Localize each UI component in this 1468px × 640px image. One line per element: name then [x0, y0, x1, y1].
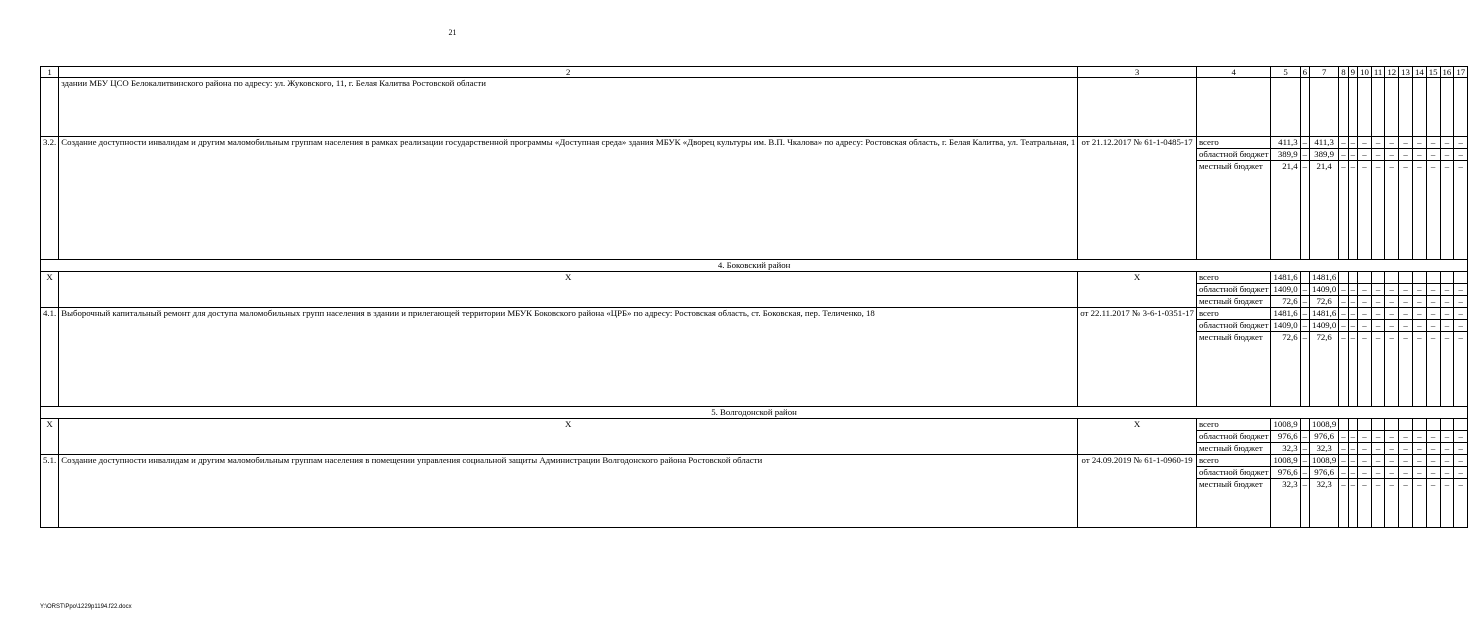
dash-cell: – [1412, 161, 1426, 260]
amount: 389,9 [1310, 149, 1339, 161]
dash-cell: – [1371, 455, 1384, 467]
dash-cell: – [1300, 431, 1309, 443]
dash-cell: – [1339, 467, 1348, 479]
dash-cell: – [1300, 479, 1309, 528]
dash-cell: – [1440, 320, 1454, 332]
amount: 32,3 [1310, 443, 1339, 455]
header-cell: 8 [1339, 67, 1348, 78]
dash-cell: – [1300, 320, 1309, 332]
dash-cell: – [1358, 332, 1372, 407]
dash-cell: – [1348, 467, 1357, 479]
dash-cell: – [1358, 149, 1372, 161]
dash-cell: – [1399, 455, 1413, 467]
dash-cell: – [1385, 149, 1399, 161]
dash-cell: – [1348, 479, 1357, 528]
dash-cell: – [1440, 332, 1454, 407]
header-cell: 13 [1399, 67, 1413, 78]
dash-cell: – [1454, 479, 1468, 528]
funding-source: областной бюджет [1196, 320, 1271, 332]
dash-cell: – [1399, 137, 1413, 149]
dash-cell: – [1440, 161, 1454, 260]
table-row [41, 137, 1468, 149]
section-title: 5. Волгодонской район [41, 407, 1468, 419]
amount: 21,4 [1271, 161, 1300, 260]
funding-source: местный бюджет [1196, 296, 1271, 308]
row-number: 4.1. [41, 308, 59, 407]
dash-cell: – [1412, 443, 1426, 455]
program-table [40, 66, 1468, 528]
header-cell: 1 [41, 67, 59, 78]
dash-cell: – [1385, 455, 1399, 467]
funding-source: местный бюджет [1196, 161, 1271, 260]
dash-cell: – [1371, 137, 1384, 149]
document-ref: от 21.12.2017 № 61-1-0485-17 [1078, 137, 1197, 260]
dash-cell: – [1412, 137, 1426, 149]
dash-cell: – [1348, 332, 1357, 407]
dash-cell: – [1385, 467, 1399, 479]
section-title: 4. Боковский район [41, 260, 1468, 272]
total-mark: Х [1078, 272, 1197, 308]
dash-cell: – [1358, 443, 1372, 455]
dash-cell: – [1426, 161, 1440, 260]
object-name: Создание доступности инвалидам и другим маломобильным группам населения в помещении управления социальной защиты Администрации Волгодонского района Ростовской области [59, 455, 1078, 528]
amount: 1008,9 [1271, 419, 1300, 431]
header-cell: 5 [1271, 67, 1300, 78]
header-cell: 12 [1385, 67, 1399, 78]
dash-cell: – [1358, 137, 1372, 149]
amount: 1481,6 [1271, 272, 1300, 284]
dash-cell: – [1371, 479, 1384, 528]
amount: 1409,0 [1271, 284, 1300, 296]
dash-cell: – [1385, 296, 1399, 308]
dash-cell: – [1412, 455, 1426, 467]
dash-cell: – [1426, 296, 1440, 308]
dash-cell: – [1385, 137, 1399, 149]
funding-source: всего [1196, 308, 1271, 320]
dash-cell: – [1454, 161, 1468, 260]
dash-cell: – [1440, 443, 1454, 455]
dash-cell: – [1358, 467, 1372, 479]
dash-cell: – [1300, 161, 1309, 260]
amount: 72,6 [1310, 332, 1339, 407]
dash-cell: – [1412, 320, 1426, 332]
amount: 976,6 [1271, 431, 1300, 443]
dash-cell: – [1399, 431, 1413, 443]
dash-cell: – [1399, 284, 1413, 296]
funding-source: всего [1196, 137, 1271, 149]
dash-cell: – [1371, 296, 1384, 308]
dash-cell: – [1358, 296, 1372, 308]
amount: 389,9 [1271, 149, 1300, 161]
dash-cell: – [1454, 284, 1468, 296]
funding-source: областной бюджет [1196, 149, 1271, 161]
dash-cell: – [1426, 431, 1440, 443]
dash-cell: – [1371, 467, 1384, 479]
row-number: 3.2. [41, 137, 59, 260]
section-row [41, 260, 1468, 272]
dash-cell: – [1339, 479, 1348, 528]
amount: 1008,9 [1310, 455, 1339, 467]
dash-cell: – [1399, 443, 1413, 455]
header-cell: 6 [1300, 67, 1309, 78]
header-cell: 9 [1348, 67, 1357, 78]
total-mark: Х [41, 419, 59, 455]
dash-cell: – [1371, 332, 1384, 407]
dash-cell: – [1371, 443, 1384, 455]
dash-cell: – [1412, 431, 1426, 443]
dash-cell: – [1339, 431, 1348, 443]
dash-cell: – [1399, 467, 1413, 479]
header-cell: 14 [1412, 67, 1426, 78]
dash-cell: – [1371, 149, 1384, 161]
header-cell: 11 [1371, 67, 1384, 78]
dash-cell: – [1339, 320, 1348, 332]
object-name: Выборочный капитальный ремонт для доступа маломобильных групп населения в здании и прилегающей территории МБУК Боковского района «ЦРБ» по адресу: Ростовская область, ст. Боковская, пер. Теличенко, 18 [59, 308, 1078, 407]
amount: 1409,0 [1310, 320, 1339, 332]
amount: 976,6 [1310, 431, 1339, 443]
dash-cell: – [1339, 284, 1348, 296]
dash-cell: – [1440, 308, 1454, 320]
dash-cell: – [1348, 137, 1357, 149]
amount: 411,3 [1310, 137, 1339, 149]
total-mark: Х [59, 272, 1078, 308]
dash-cell: – [1454, 320, 1468, 332]
dash-cell: – [1426, 137, 1440, 149]
dash-cell: – [1358, 320, 1372, 332]
dash-cell: – [1440, 137, 1454, 149]
dash-cell: – [1412, 467, 1426, 479]
row-number: 5.1. [41, 455, 59, 528]
dash-cell: – [1371, 320, 1384, 332]
dash-cell: – [1348, 320, 1357, 332]
dash-cell: – [1300, 443, 1309, 455]
amount: 1008,9 [1271, 455, 1300, 467]
amount: 21,4 [1310, 161, 1339, 260]
dash-cell: – [1454, 467, 1468, 479]
dash-cell: – [1399, 149, 1413, 161]
table-row [41, 272, 1468, 284]
dash-cell: – [1426, 455, 1440, 467]
dash-cell: – [1454, 149, 1468, 161]
dash-cell: – [1426, 284, 1440, 296]
dash-cell: – [1348, 296, 1357, 308]
funding-source: местный бюджет [1196, 443, 1271, 455]
section-row [41, 407, 1468, 419]
total-mark: Х [41, 272, 59, 308]
dash-cell: – [1348, 431, 1357, 443]
dash-cell: – [1300, 308, 1309, 320]
dash-cell: – [1426, 308, 1440, 320]
dash-cell: – [1339, 296, 1348, 308]
funding-source: областной бюджет [1196, 467, 1271, 479]
dash-cell: – [1454, 137, 1468, 149]
page-number: 21 [448, 28, 457, 37]
dash-cell: – [1440, 467, 1454, 479]
dash-cell: – [1440, 431, 1454, 443]
dash-cell: – [1339, 443, 1348, 455]
dash-cell: – [1385, 161, 1399, 260]
dash-cell: – [1348, 455, 1357, 467]
dash-cell: – [1339, 332, 1348, 407]
dash-cell: – [1385, 284, 1399, 296]
amount: 1481,6 [1310, 308, 1339, 320]
dash-cell: – [1385, 320, 1399, 332]
dash-cell: – [1454, 332, 1468, 407]
amount: 1409,0 [1271, 320, 1300, 332]
dash-cell: – [1348, 284, 1357, 296]
total-mark: Х [1078, 419, 1197, 455]
table-row [41, 308, 1468, 320]
dash-cell: – [1358, 479, 1372, 528]
funding-source: всего [1196, 455, 1271, 467]
header-cell: 17 [1454, 67, 1468, 78]
funding-source: местный бюджет [1196, 479, 1271, 528]
total-mark: Х [59, 419, 1078, 455]
dash-cell: – [1440, 296, 1454, 308]
dash-cell: – [1426, 332, 1440, 407]
dash-cell: – [1300, 284, 1309, 296]
dash-cell: – [1348, 443, 1357, 455]
dash-cell: – [1440, 149, 1454, 161]
dash-cell: – [1426, 443, 1440, 455]
dash-cell: – [1426, 149, 1440, 161]
amount: 72,6 [1271, 332, 1300, 407]
document-ref: от 22.11.2017 № 3-6-1-0351-17 [1078, 308, 1197, 407]
dash-cell: – [1385, 443, 1399, 455]
dash-cell: – [1454, 296, 1468, 308]
dash-cell: – [1385, 431, 1399, 443]
dash-cell: – [1412, 479, 1426, 528]
dash-cell: – [1399, 296, 1413, 308]
dash-cell: – [1339, 308, 1348, 320]
dash-cell: – [1348, 161, 1357, 260]
dash-cell: – [1454, 308, 1468, 320]
dash-cell: – [1339, 137, 1348, 149]
dash-cell: – [1371, 308, 1384, 320]
amount: 976,6 [1310, 467, 1339, 479]
amount: 1008,9 [1310, 419, 1339, 431]
dash-cell: – [1399, 320, 1413, 332]
dash-cell: – [1358, 161, 1372, 260]
dash-cell: – [1412, 308, 1426, 320]
dash-cell: – [1339, 161, 1348, 260]
amount: 32,3 [1271, 443, 1300, 455]
dash-cell: – [1426, 479, 1440, 528]
header-cell: 2 [59, 67, 1078, 78]
dash-cell: – [1358, 455, 1372, 467]
dash-cell: – [1339, 149, 1348, 161]
header-cell: 10 [1358, 67, 1372, 78]
amount: 1409,0 [1310, 284, 1339, 296]
dash-cell: – [1412, 332, 1426, 407]
amount: 72,6 [1271, 296, 1300, 308]
dash-cell: – [1385, 308, 1399, 320]
funding-source: местный бюджет [1196, 332, 1271, 407]
table-row [41, 455, 1468, 467]
dash-cell: – [1412, 284, 1426, 296]
object-name: Создание доступности инвалидам и другим маломобильным группам населения в рамках реализации государственной программы «Доступная среда» здания МБУК «Дворец культуры им. В.П. Чкалова» по адресу: Ростовская область, г. Белая Калитва, ул. Театральная, 1 [59, 137, 1078, 260]
amount: 411,3 [1271, 137, 1300, 149]
dash-cell: – [1426, 320, 1440, 332]
dash-cell: – [1399, 479, 1413, 528]
funding-source: всего [1196, 419, 1271, 431]
dash-cell: – [1426, 467, 1440, 479]
dash-cell: – [1412, 149, 1426, 161]
dash-cell: – [1358, 284, 1372, 296]
table-row [41, 419, 1468, 431]
header-cell: 4 [1196, 67, 1271, 78]
dash-cell: – [1454, 443, 1468, 455]
header-cell: 3 [1078, 67, 1197, 78]
dash-cell: – [1300, 455, 1309, 467]
funding-source: областной бюджет [1196, 284, 1271, 296]
header-row [41, 67, 1468, 78]
amount: 72,6 [1310, 296, 1339, 308]
header-cell: 7 [1310, 67, 1339, 78]
dash-cell: – [1300, 332, 1309, 407]
dash-cell: – [1440, 479, 1454, 528]
dash-cell: – [1399, 161, 1413, 260]
dash-cell: – [1339, 455, 1348, 467]
amount: 32,3 [1310, 479, 1339, 528]
file-path-footer: Y:\ORST\Ppo\1229p1194.f22.docx [40, 604, 132, 610]
dash-cell: – [1300, 467, 1309, 479]
dash-cell: – [1348, 308, 1357, 320]
dash-cell: – [1371, 161, 1384, 260]
dash-cell: – [1399, 308, 1413, 320]
header-cell: 15 [1426, 67, 1440, 78]
dash-cell: – [1358, 431, 1372, 443]
funding-source: областной бюджет [1196, 431, 1271, 443]
dash-cell: – [1385, 332, 1399, 407]
amount: 1481,6 [1310, 272, 1339, 284]
dash-cell: – [1300, 149, 1309, 161]
dash-cell: – [1412, 296, 1426, 308]
dash-cell: – [1454, 455, 1468, 467]
funding-source: всего [1196, 272, 1271, 284]
header-cell: 16 [1440, 67, 1454, 78]
dash-cell: – [1399, 332, 1413, 407]
dash-cell: – [1440, 284, 1454, 296]
dash-cell: – [1300, 296, 1309, 308]
dash-cell: – [1454, 431, 1468, 443]
table-row [41, 78, 1468, 137]
dash-cell: – [1440, 455, 1454, 467]
amount: 1481,6 [1271, 308, 1300, 320]
dash-cell: – [1348, 149, 1357, 161]
document-ref: от 24.09.2019 № 61-1-0960-19 [1078, 455, 1197, 528]
dash-cell: – [1358, 308, 1372, 320]
dash-cell: – [1300, 137, 1309, 149]
dash-cell: – [1385, 479, 1399, 528]
amount: 976,6 [1271, 467, 1300, 479]
dash-cell: – [1371, 431, 1384, 443]
dash-cell: – [1371, 284, 1384, 296]
object-name: здании МБУ ЦСО Белокалитвинского района по адресу: ул. Жуковского, 11, г. Белая Калитва Ростовской области [59, 78, 1078, 137]
amount: 32,3 [1271, 479, 1300, 528]
